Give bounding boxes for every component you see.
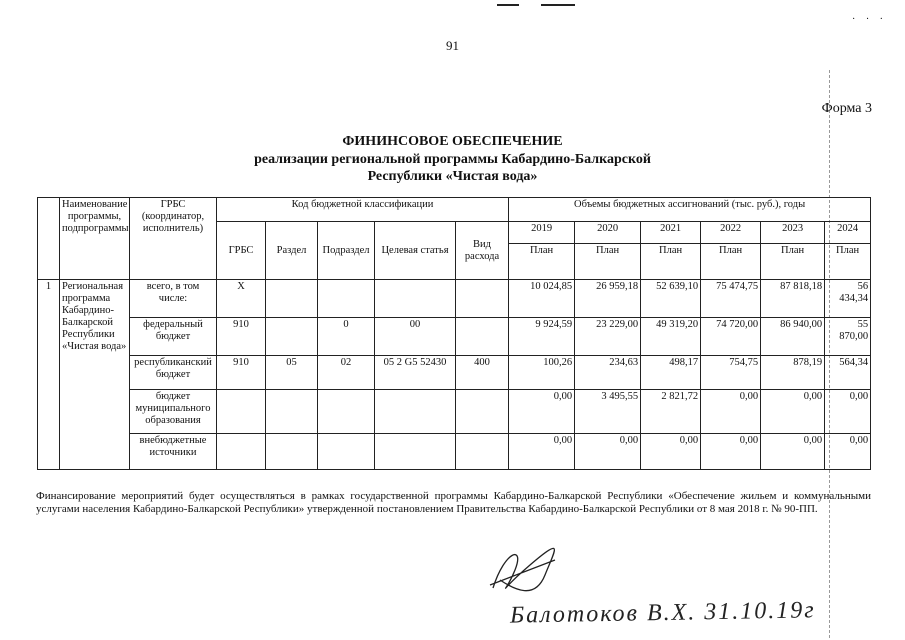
- budget-table: [37, 197, 871, 470]
- value-cell: 0,00: [641, 434, 701, 470]
- page-number: 91: [446, 38, 459, 53]
- value-cell: 86 940,00: [761, 318, 825, 356]
- header-grbs: ГРБС: [217, 222, 266, 280]
- vid-cell: 400: [456, 356, 509, 390]
- table-row: [38, 318, 871, 356]
- source-label: федеральный бюджет: [130, 318, 217, 356]
- corner-marks: · · ·: [852, 14, 887, 25]
- handwritten-note: Балотоков В.Х. 31.10.19г: [509, 597, 816, 629]
- header-plan: План: [701, 244, 761, 280]
- value-cell: 56 434,34: [825, 280, 871, 318]
- value-cell: 74 720,00: [701, 318, 761, 356]
- header-year-2024: 2024: [825, 222, 871, 244]
- value-cell: 0,00: [761, 390, 825, 434]
- value-cell: 2 821,72: [641, 390, 701, 434]
- value-cell: 23 229,00: [575, 318, 641, 356]
- value-cell: 87 818,18: [761, 280, 825, 318]
- target-cell: [375, 434, 456, 470]
- header-target: Целевая статья: [375, 222, 456, 280]
- value-cell: 3 495,55: [575, 390, 641, 434]
- value-cell: 49 319,20: [641, 318, 701, 356]
- value-cell: 754,75: [701, 356, 761, 390]
- header-year-2019: 2019: [509, 222, 575, 244]
- title-line-3: Республики «Чистая вода»: [367, 169, 538, 184]
- grbs-cell: X: [217, 280, 266, 318]
- grbs-cell: 910: [217, 318, 266, 356]
- grbs-cell: 910: [217, 356, 266, 390]
- podrazdel-cell: 0: [318, 318, 375, 356]
- value-cell: 564,34: [825, 356, 871, 390]
- header-plan: План: [641, 244, 701, 280]
- title-line-1: ФИНИНСОВОЕ ОБЕСПЕЧЕНИЕ: [342, 134, 563, 149]
- vid-cell: [456, 318, 509, 356]
- target-cell: [375, 280, 456, 318]
- header-podrazdel: Подраздел: [318, 222, 375, 280]
- header-number: [38, 198, 60, 280]
- value-cell: 52 639,10: [641, 280, 701, 318]
- value-cell: 0,00: [509, 434, 575, 470]
- grbs-cell: [217, 390, 266, 434]
- table-row: [38, 390, 871, 434]
- header-year-2021: 2021: [641, 222, 701, 244]
- value-cell: 0,00: [825, 434, 871, 470]
- value-cell: 0,00: [509, 390, 575, 434]
- razdel-cell: [266, 390, 318, 434]
- target-cell: 05 2 G5 52430: [375, 356, 456, 390]
- footer-note: Финансирование мероприятий будет осуществляться в рамках государственной программы Кабардино-Балкарской Республики «Обеспечение жильем и коммунальными услугами населения Кабардино-Балкарской Республики» утвержденной постановлением Правительства Кабардино-Балкарской Республики от 8 мая 2018 г. № 90-ПП.: [36, 490, 871, 515]
- header-year-2020: 2020: [575, 222, 641, 244]
- value-cell: 498,17: [641, 356, 701, 390]
- header-vid: Вид расхода: [456, 222, 509, 280]
- value-cell: 0,00: [701, 434, 761, 470]
- razdel-cell: 05: [266, 356, 318, 390]
- header-name: Наименование программы, подпрограммы: [60, 198, 130, 280]
- vid-cell: [456, 434, 509, 470]
- podrazdel-cell: [318, 390, 375, 434]
- source-label: внебюджетные источники: [130, 434, 217, 470]
- podrazdel-cell: [318, 434, 375, 470]
- value-cell: 9 924,59: [509, 318, 575, 356]
- grbs-cell: [217, 434, 266, 470]
- value-cell: 234,63: [575, 356, 641, 390]
- header-plan: План: [575, 244, 641, 280]
- document-title: [0, 133, 905, 185]
- target-cell: [375, 390, 456, 434]
- podrazdel-cell: [318, 280, 375, 318]
- source-label: всего, в том числе:: [130, 280, 217, 318]
- header-plan: План: [825, 244, 871, 280]
- header-budget-code: Код бюджетной классификации: [217, 198, 509, 222]
- header-plan: План: [761, 244, 825, 280]
- value-cell: 55 870,00: [825, 318, 871, 356]
- value-cell: 0,00: [761, 434, 825, 470]
- form-label: Форма 3: [821, 101, 872, 116]
- header-year-2023: 2023: [761, 222, 825, 244]
- table-row: [38, 280, 871, 318]
- value-cell: 100,26: [509, 356, 575, 390]
- target-cell: 00: [375, 318, 456, 356]
- signature-icon: [485, 540, 565, 600]
- razdel-cell: [266, 318, 318, 356]
- top-dash-marks: [497, 2, 577, 8]
- value-cell: 0,00: [575, 434, 641, 470]
- header-year-2022: 2022: [701, 222, 761, 244]
- podrazdel-cell: 02: [318, 356, 375, 390]
- row-number: 1: [38, 280, 60, 470]
- program-name: Региональная программа Кабардино-Балкарской Республики «Чистая вода»: [60, 280, 130, 470]
- value-cell: 75 474,75: [701, 280, 761, 318]
- header-volumes: Объемы бюджетных ассигнований (тыс. руб.), годы: [509, 198, 871, 222]
- vid-cell: [456, 390, 509, 434]
- razdel-cell: [266, 280, 318, 318]
- value-cell: 0,00: [701, 390, 761, 434]
- value-cell: 26 959,18: [575, 280, 641, 318]
- source-label: бюджет муниципального образования: [130, 390, 217, 434]
- header-plan: План: [509, 244, 575, 280]
- vid-cell: [456, 280, 509, 318]
- value-cell: 0,00: [825, 390, 871, 434]
- title-line-2: реализации региональной программы Кабардино-Балкарской: [254, 152, 651, 167]
- value-cell: 878,19: [761, 356, 825, 390]
- table-row: [38, 356, 871, 390]
- source-label: республиканский бюджет: [130, 356, 217, 390]
- value-cell: 10 024,85: [509, 280, 575, 318]
- header-razdel: Раздел: [266, 222, 318, 280]
- razdel-cell: [266, 434, 318, 470]
- table-row: [38, 434, 871, 470]
- header-grbs-coordinator: ГРБС (координатор, исполнитель): [130, 198, 217, 280]
